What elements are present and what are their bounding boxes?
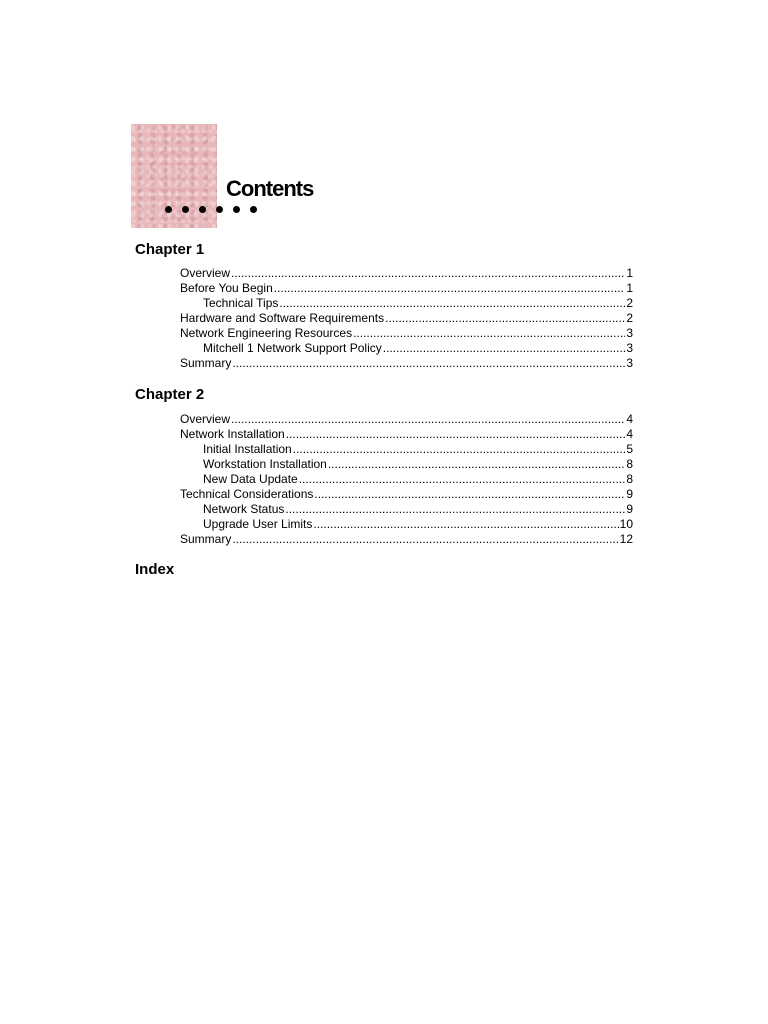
toc-entry[interactable] [180, 442, 633, 457]
toc-leader [231, 412, 625, 427]
toc-page-number: 5 [626, 442, 633, 456]
toc-entry[interactable] [180, 517, 633, 532]
toc-page-number: 2 [626, 311, 633, 325]
toc-leader [313, 517, 618, 532]
toc-entry-label: Upgrade User Limits [203, 517, 313, 531]
toc-entry-label: New Data Update [203, 472, 298, 486]
toc-page-number: 3 [626, 356, 633, 370]
chapter-2-toc [180, 412, 633, 547]
toc-leader [314, 487, 625, 502]
toc-leader [279, 296, 625, 311]
toc-entry-label: Network Status [203, 502, 285, 516]
chapter-1-toc [180, 266, 633, 371]
toc-leader [353, 326, 625, 341]
toc-entry[interactable] [180, 427, 633, 442]
toc-entry-label: Mitchell 1 Network Support Policy [203, 341, 382, 355]
toc-entry-label: Overview [180, 266, 231, 280]
toc-entry[interactable] [180, 311, 633, 326]
toc-page-number: 12 [619, 532, 633, 546]
dot-icon [199, 206, 206, 213]
dot-icon [165, 206, 172, 213]
toc-leader [231, 266, 625, 281]
toc-entry-label: Summary [180, 356, 232, 370]
toc-page-number: 3 [626, 326, 633, 340]
toc-entry[interactable] [180, 296, 633, 311]
toc-entry[interactable] [180, 341, 633, 356]
toc-entry-label: Network Engineering Resources [180, 326, 353, 340]
toc-entry-label: Before You Begin [180, 281, 273, 295]
dot-icon [182, 206, 189, 213]
toc-leader [299, 472, 626, 487]
toc-entry-label: Technical Considerations [180, 487, 314, 501]
toc-page-number: 4 [626, 412, 633, 426]
toc-page-number: 1 [626, 281, 633, 295]
dot-icon [216, 206, 223, 213]
toc-entry-label: Overview [180, 412, 231, 426]
toc-page-number: 8 [626, 457, 633, 471]
toc-leader [232, 532, 618, 547]
toc-page-number: 4 [626, 427, 633, 441]
toc-entry[interactable] [180, 457, 633, 472]
toc-leader [328, 457, 625, 472]
toc-page-number: 10 [619, 517, 633, 531]
toc-entry[interactable] [180, 326, 633, 341]
toc-entry[interactable] [180, 487, 633, 502]
toc-page-number: 2 [626, 296, 633, 310]
toc-entry[interactable] [180, 472, 633, 487]
decorative-dots [165, 206, 257, 213]
toc-entry[interactable] [180, 412, 633, 427]
toc-entry[interactable] [180, 266, 633, 281]
toc-leader [286, 427, 626, 442]
toc-leader [383, 341, 626, 356]
toc-entry[interactable] [180, 532, 633, 547]
toc-leader [293, 442, 626, 457]
toc-entry-label: Summary [180, 532, 232, 546]
toc-page-number: 3 [626, 341, 633, 355]
toc-entry-label: Hardware and Software Requirements [180, 311, 385, 325]
toc-leader [385, 311, 625, 326]
toc-leader [274, 281, 626, 296]
toc-entry[interactable] [180, 356, 633, 371]
toc-entry-label: Technical Tips [203, 296, 279, 310]
dot-icon [250, 206, 257, 213]
toc-page-number: 9 [626, 487, 633, 501]
toc-entry-label: Initial Installation [203, 442, 292, 456]
chapter-2-heading: Chapter 2 [135, 386, 205, 403]
index-heading[interactable]: Index [135, 561, 175, 578]
toc-leader [232, 356, 625, 371]
toc-entry[interactable] [180, 502, 633, 517]
chapter-1-heading: Chapter 1 [135, 241, 205, 258]
dot-icon [233, 206, 240, 213]
toc-page-number: 1 [626, 266, 633, 280]
toc-page-number: 9 [626, 502, 633, 516]
page-title: Contents [226, 176, 314, 201]
toc-entry[interactable] [180, 281, 633, 296]
toc-entry-label: Workstation Installation [203, 457, 327, 471]
toc-leader [285, 502, 625, 517]
toc-entry-label: Network Installation [180, 427, 285, 441]
toc-page-number: 8 [626, 472, 633, 486]
